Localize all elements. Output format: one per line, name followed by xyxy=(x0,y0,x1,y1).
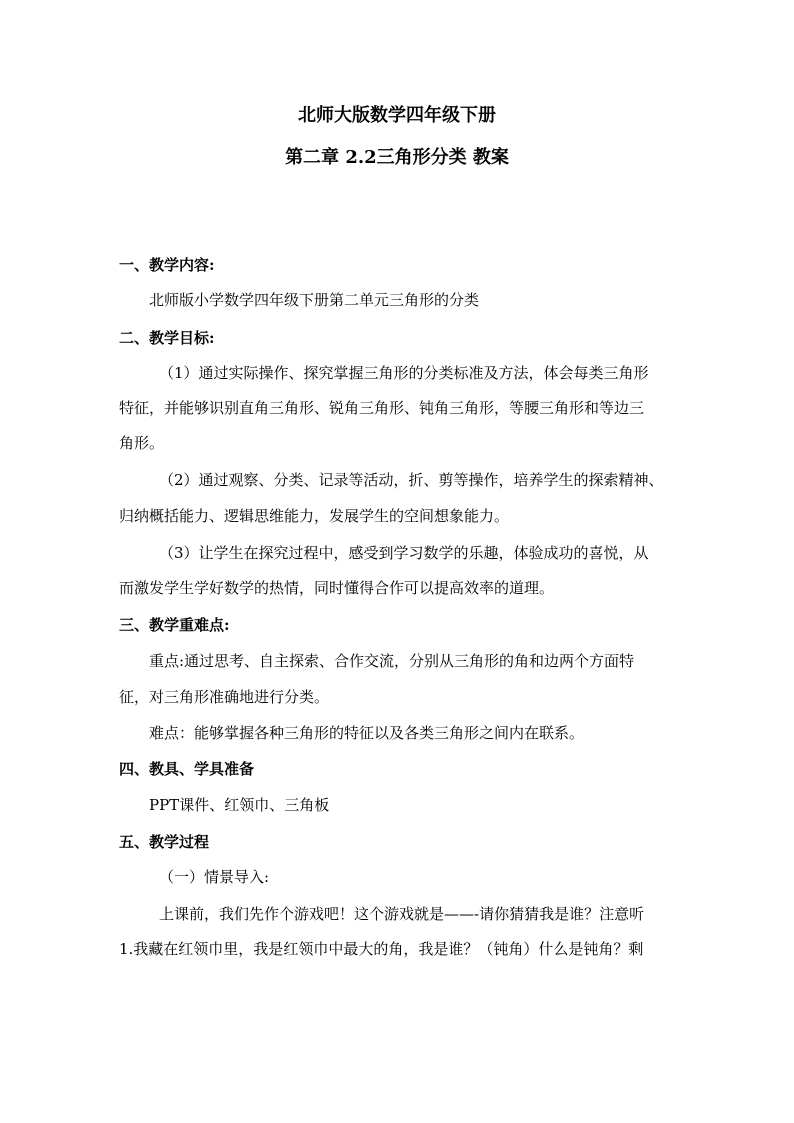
section-heading-goals: 二、教学目标: xyxy=(119,329,215,347)
goal2-line1: （2）通过观察、分类、记录等活动，折、剪等操作，培养学生的探索精神、 xyxy=(159,471,664,489)
process-sub1-heading: （一）情景导入: xyxy=(159,868,270,886)
section-heading-tools: 四、教具、学具准备 xyxy=(119,760,255,778)
document-title: 北师大版数学四年级下册 xyxy=(298,105,496,126)
goal1-line3: 角形。 xyxy=(119,434,165,452)
process-para-line1: 上课前，我们先作个游戏吧！这个游戏就是——-请你猜猜我是谁？注意听 xyxy=(159,905,645,923)
goal1-line1: （1）通过实际操作、探究掌握三角形的分类标准及方法，体会每类三角形 xyxy=(159,364,649,382)
focus-line2: 征，对三角形准确地进行分类。 xyxy=(119,688,330,706)
section-heading-content: 一、教学内容: xyxy=(119,256,215,274)
goal3-line1: （3）让学生在探究过程中，感受到学习数学的乐趣，体验成功的喜悦，从 xyxy=(159,544,649,562)
goal3-line2: 而激发学生学好数学的热情，同时懂得合作可以提高效率的道理。 xyxy=(119,579,555,597)
section-heading-keypoints: 三、教学重难点: xyxy=(119,616,230,634)
process-para-line2: 1.我藏在红领巾里，我是红领巾中最大的角，我是谁？（钝角）什么是钝角？剩 xyxy=(119,940,644,958)
difficulty-line: 难点：能够掌握各种三角形的特征以及各类三角形之间内在联系。 xyxy=(149,724,585,742)
section-heading-process: 五、教学过程 xyxy=(119,833,210,851)
content-body: 北师版小学数学四年级下册第二单元三角形的分类 xyxy=(149,291,480,309)
document-subtitle: 第二章 2.2三角形分类 教案 xyxy=(285,147,509,168)
goal2-line2: 归纳概括能力、逻辑思维能力，发展学生的空间想象能力。 xyxy=(119,507,510,525)
tools-body: PPT课件、红领巾、三角板 xyxy=(149,796,330,814)
goal1-line2: 特征，并能够识别直角三角形、锐角三角形、钝角三角形，等腰三角形和等边三 xyxy=(119,399,645,417)
focus-line1: 重点:通过思考、自主探索、合作交流，分别从三角形的角和边两个方面特 xyxy=(149,652,635,670)
